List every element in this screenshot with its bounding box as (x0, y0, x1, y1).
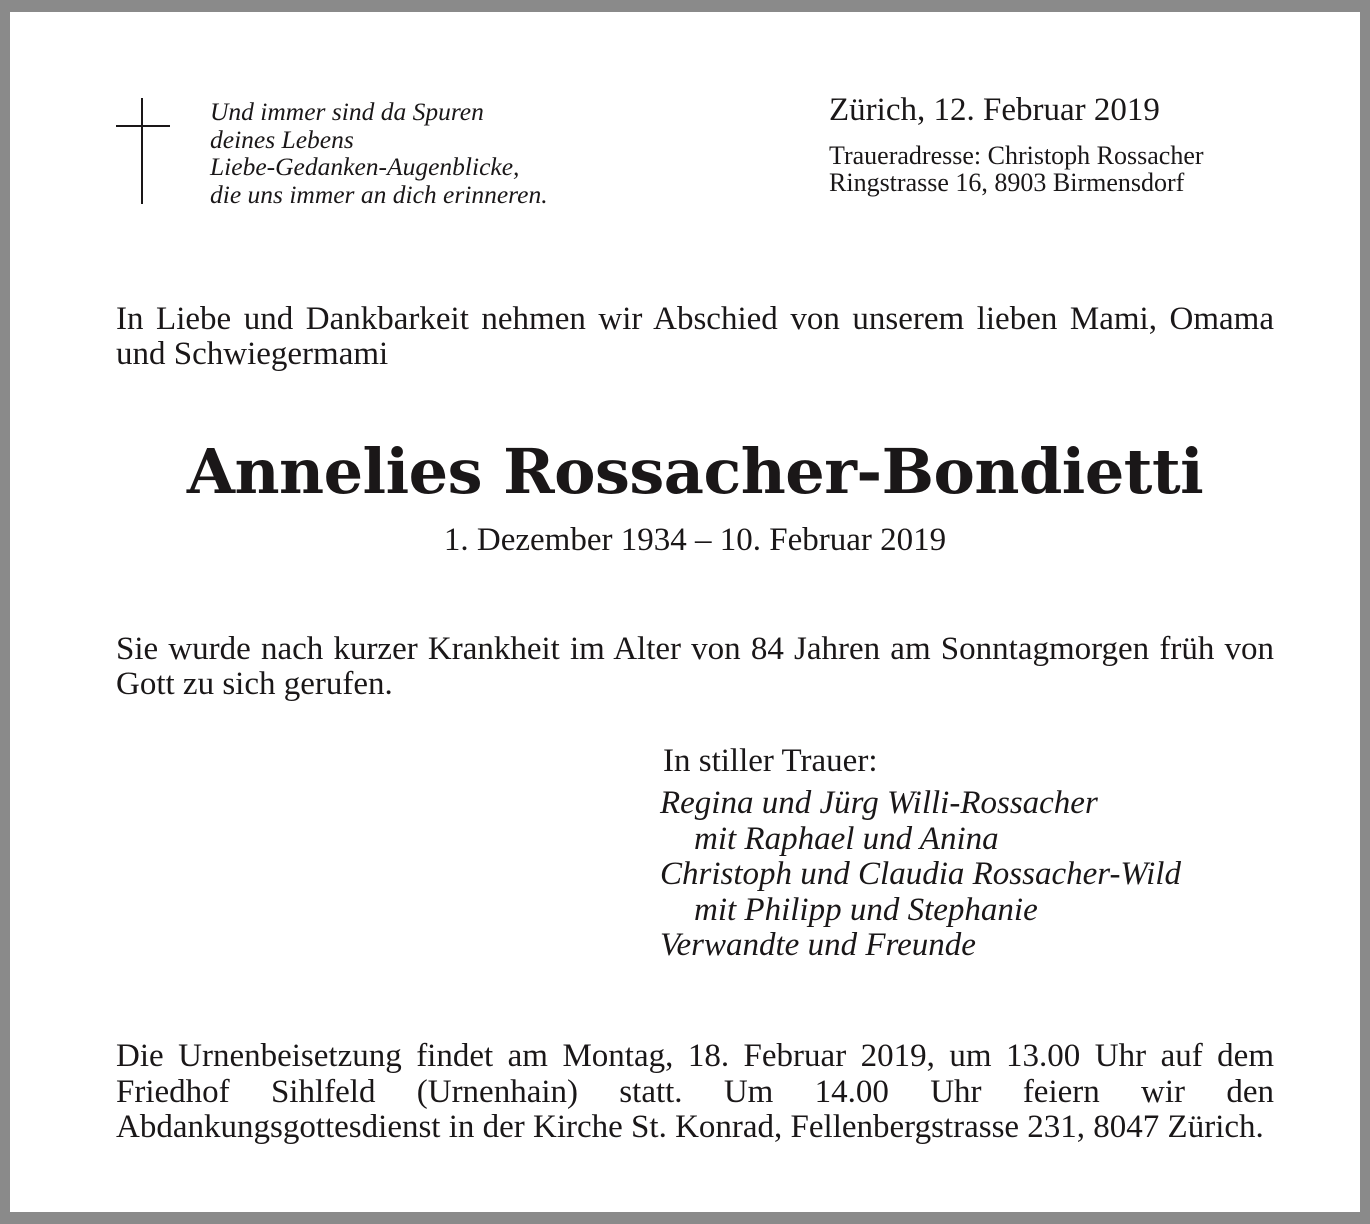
verse-line: die uns immer an dich erinneren. (210, 179, 548, 209)
intro-paragraph: In Liebe und Dankbarkeit nehmen wir Abschied von unserem lieben Mami, Omama und Schwiegermami (116, 301, 1274, 372)
place-and-date: Zürich, 12. Februar 2019 (829, 92, 1160, 128)
verse-line: Und immer sind da Spuren (210, 97, 484, 126)
mourner-line: Verwandte und Freunde (660, 927, 976, 963)
funeral-information: Die Urnenbeisetzung findet am Montag, 18. Februar 2019, um 13.00 Uhr auf dem Friedhof Sihlfeld (Urnenhain) statt. Um 14.00 Uhr feiern wir den Abdankungsgottesdienst in der Kirche St. Konrad, Fellenbergstrasse 231, 8047 Zürich. (116, 1038, 1274, 1145)
mourners-heading: In stiller Trauer: (663, 743, 878, 779)
mourner-line: Christoph und Claudia Rossacher-Wild (660, 856, 1181, 892)
mourners-list (660, 786, 1181, 964)
mourning-address (829, 142, 1204, 196)
mourner-line: Regina und Jürg Willi-Rossacher (660, 785, 1098, 821)
memorial-verse (210, 98, 548, 208)
verse-line: Liebe-Gedanken-Augenblicke, (210, 152, 520, 181)
life-dates: 1. Dezember 1934 – 10. Februar 2019 (443, 522, 947, 558)
mourner-line: mit Philipp und Stephanie (694, 891, 1038, 928)
address-line: Traueradresse: Christoph Rossacher (829, 141, 1204, 170)
address-line: Ringstrasse 16, 8903 Birmensdorf (829, 168, 1185, 197)
cross-vertical-bar (141, 98, 143, 204)
cross-horizontal-bar (116, 125, 170, 127)
mourner-line: mit Raphael und Anina (694, 820, 999, 857)
death-announcement: Sie wurde nach kurzer Krankheit im Alter von 84 Jahren am Sonntagmorgen früh von Gott zu sich gerufen. (116, 631, 1274, 702)
deceased-name: Annelies Rossacher-Bondietti (186, 435, 1204, 508)
verse-line: deines Lebens (210, 124, 354, 154)
